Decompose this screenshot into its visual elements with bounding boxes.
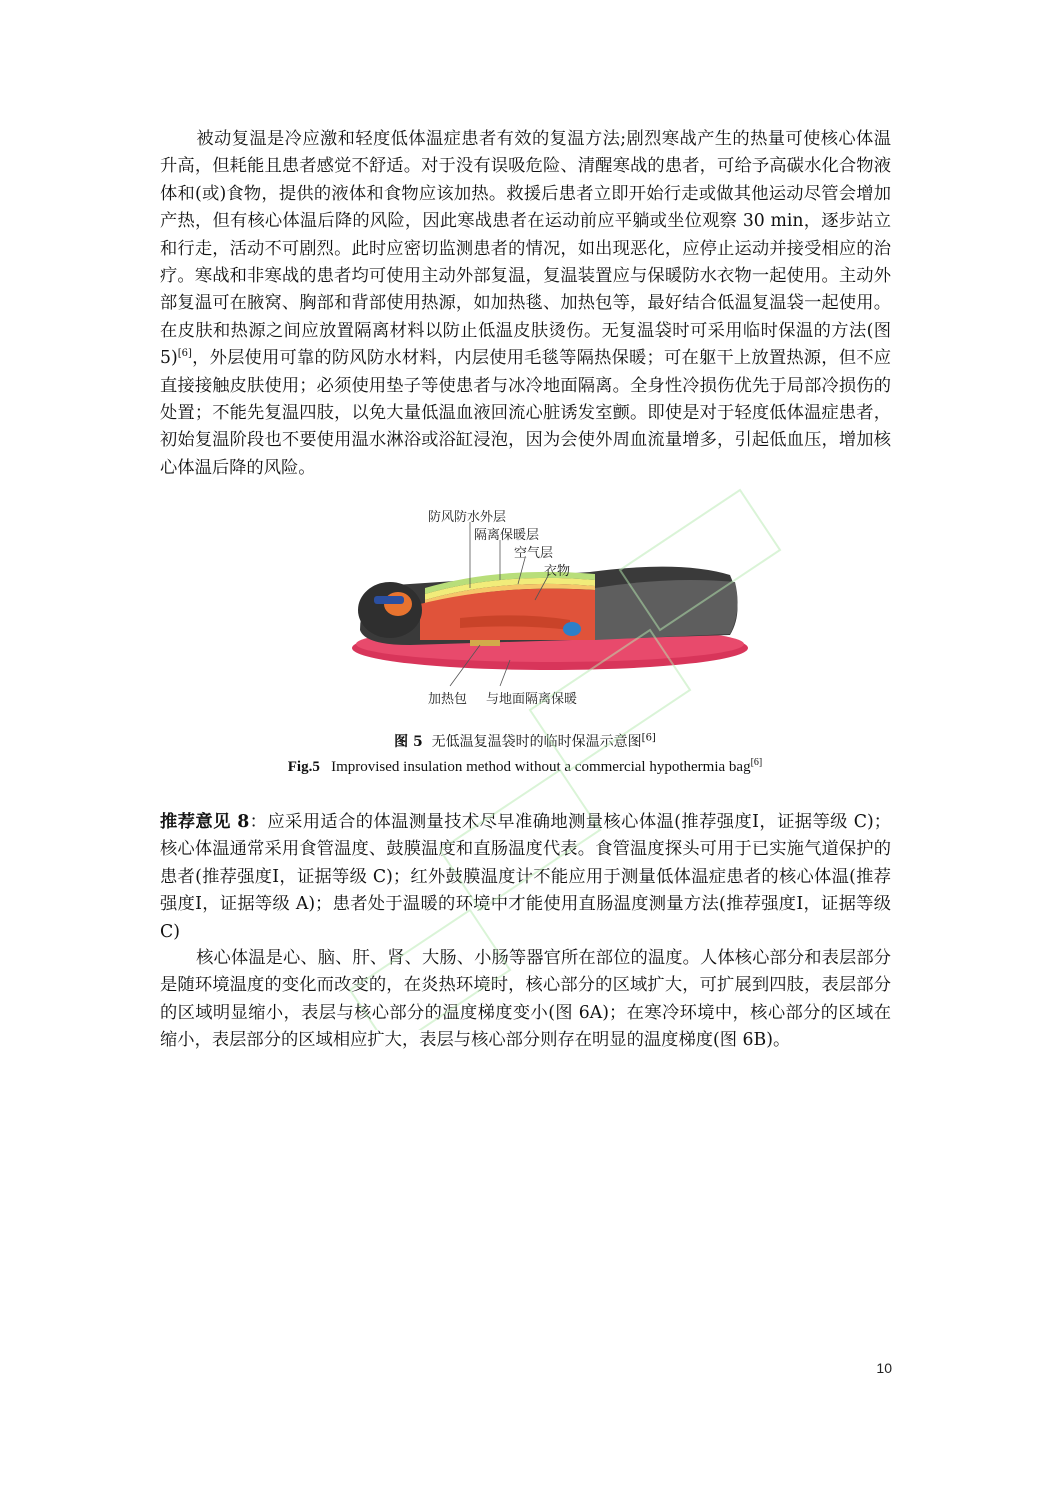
paragraph-text: ，外层使用可靠的防风防水材料，内层使用毛毯等隔热保暖；可在躯干上放置热源，但不应直接接触皮肤使用；必须使用垫子等使患者与冰冷地面隔离。全身性冷损伤优先于局部冷损伤的处置；不能先复温四肢，以免大量低温血液回流心脏诱发室颤。即使是对于轻度低体温症患者，初始复温阶段也不要使用温水淋浴或浴缸浸泡，因为会使外周血流量增多，引起低血压，增加核心体温后降的风险。 [160, 348, 891, 478]
caption-text: Improvised insulation method without a commercial hypothermia bag [331, 759, 751, 775]
page-number: 10 [876, 1360, 892, 1376]
paragraph-passive-rewarming [160, 126, 891, 482]
paragraph-core-temperature [160, 945, 891, 1055]
figure-caption-english [0, 759, 1050, 776]
paragraph-text: ：应采用适合的体温测量技术尽早准确地测量核心体温(推荐强度Ⅰ，证据等级 C)；核心体温通常采用食管温度、鼓膜温度和直肠温度代表。食管温度探头可用于已实施气道保护的患者(推荐强度Ⅰ，证据等级 C)；红外鼓膜温度计不能应用于测量低体温症患者的核心体温(推荐强度Ⅰ，证据等级 A)；患者处于温暖的环境中才能使用直肠温度测量方法(推荐强度Ⅰ，证据等级 C) [160, 812, 891, 942]
label-windproof-outer-layer: 防风防水外层 [428, 510, 507, 525]
label-insulation-layer: 隔离保暖层 [474, 528, 540, 543]
label-heat-pack: 加热包 [428, 692, 468, 707]
figure-improvised-insulation [350, 500, 750, 710]
caption-text: 无低温复温袋时的临时保温示意图 [431, 734, 642, 750]
citation-ref: [6] [750, 757, 763, 768]
figure-caption-chinese [0, 731, 1050, 751]
caption-label: Fig.5 [287, 759, 320, 775]
citation-ref: [6] [177, 348, 192, 360]
label-ground-insulation: 与地面隔离保暖 [486, 692, 578, 707]
citation-ref: [6] [641, 732, 656, 744]
insulation-illustration [350, 500, 750, 710]
caption-label: 图 5 [394, 734, 423, 750]
paragraph-recommendation-8 [160, 809, 891, 946]
label-air-layer: 空气层 [514, 546, 554, 561]
recommendation-heading: 推荐意见 8 [160, 812, 250, 832]
label-clothing: 衣物 [544, 564, 571, 579]
paragraph-text: 被动复温是冷应激和轻度低体温症患者有效的复温方法;剧烈寒战产生的热量可使核心体温升高，但耗能且患者感觉不舒适。对于没有误吸危险、清醒寒战的患者，可给予高碳水化合物液体和(或)食物，提供的液体和食物应该加热。救援后患者立即开始行走或做其他运动尽管会增加产热，但有核心体温后降的风险，因此寒战患者在运动前应平躺或坐位观察 30 min，逐步站立和行走，活动不可剧烈。此时应密切监测患者的情况，如出现恶化，应停止运动并接受相应的治疗。寒战和非寒战的患者均可使用主动外部复温，复温装置应与保暖防水衣物一起使用。主动外部复温可在腋窝、胸部和背部使用热源，如加热毯、加热包等，最好结合低温复温袋一起使用。在皮肤和热源之间应放置隔离材料以防止低温皮肤烫伤。无复温袋时可采用临时保温的方法(图 5) [160, 129, 891, 369]
paragraph-text: 核心体温是心、脑、肝、肾、大肠、小肠等器官所在部位的温度。人体核心部分和表层部分是随环境温度的变化而改变的，在炎热环境时，核心部分的区域扩大，可扩展到四肢，表层部分的区域明显缩小，表层与核心部分的温度梯度变小(图 6A)；在寒冷环境中，核心部分的区域在缩小，表层部分的区域相应扩大，表层与核心部分则存在明显的温度梯度(图 6B)。 [160, 948, 891, 1051]
